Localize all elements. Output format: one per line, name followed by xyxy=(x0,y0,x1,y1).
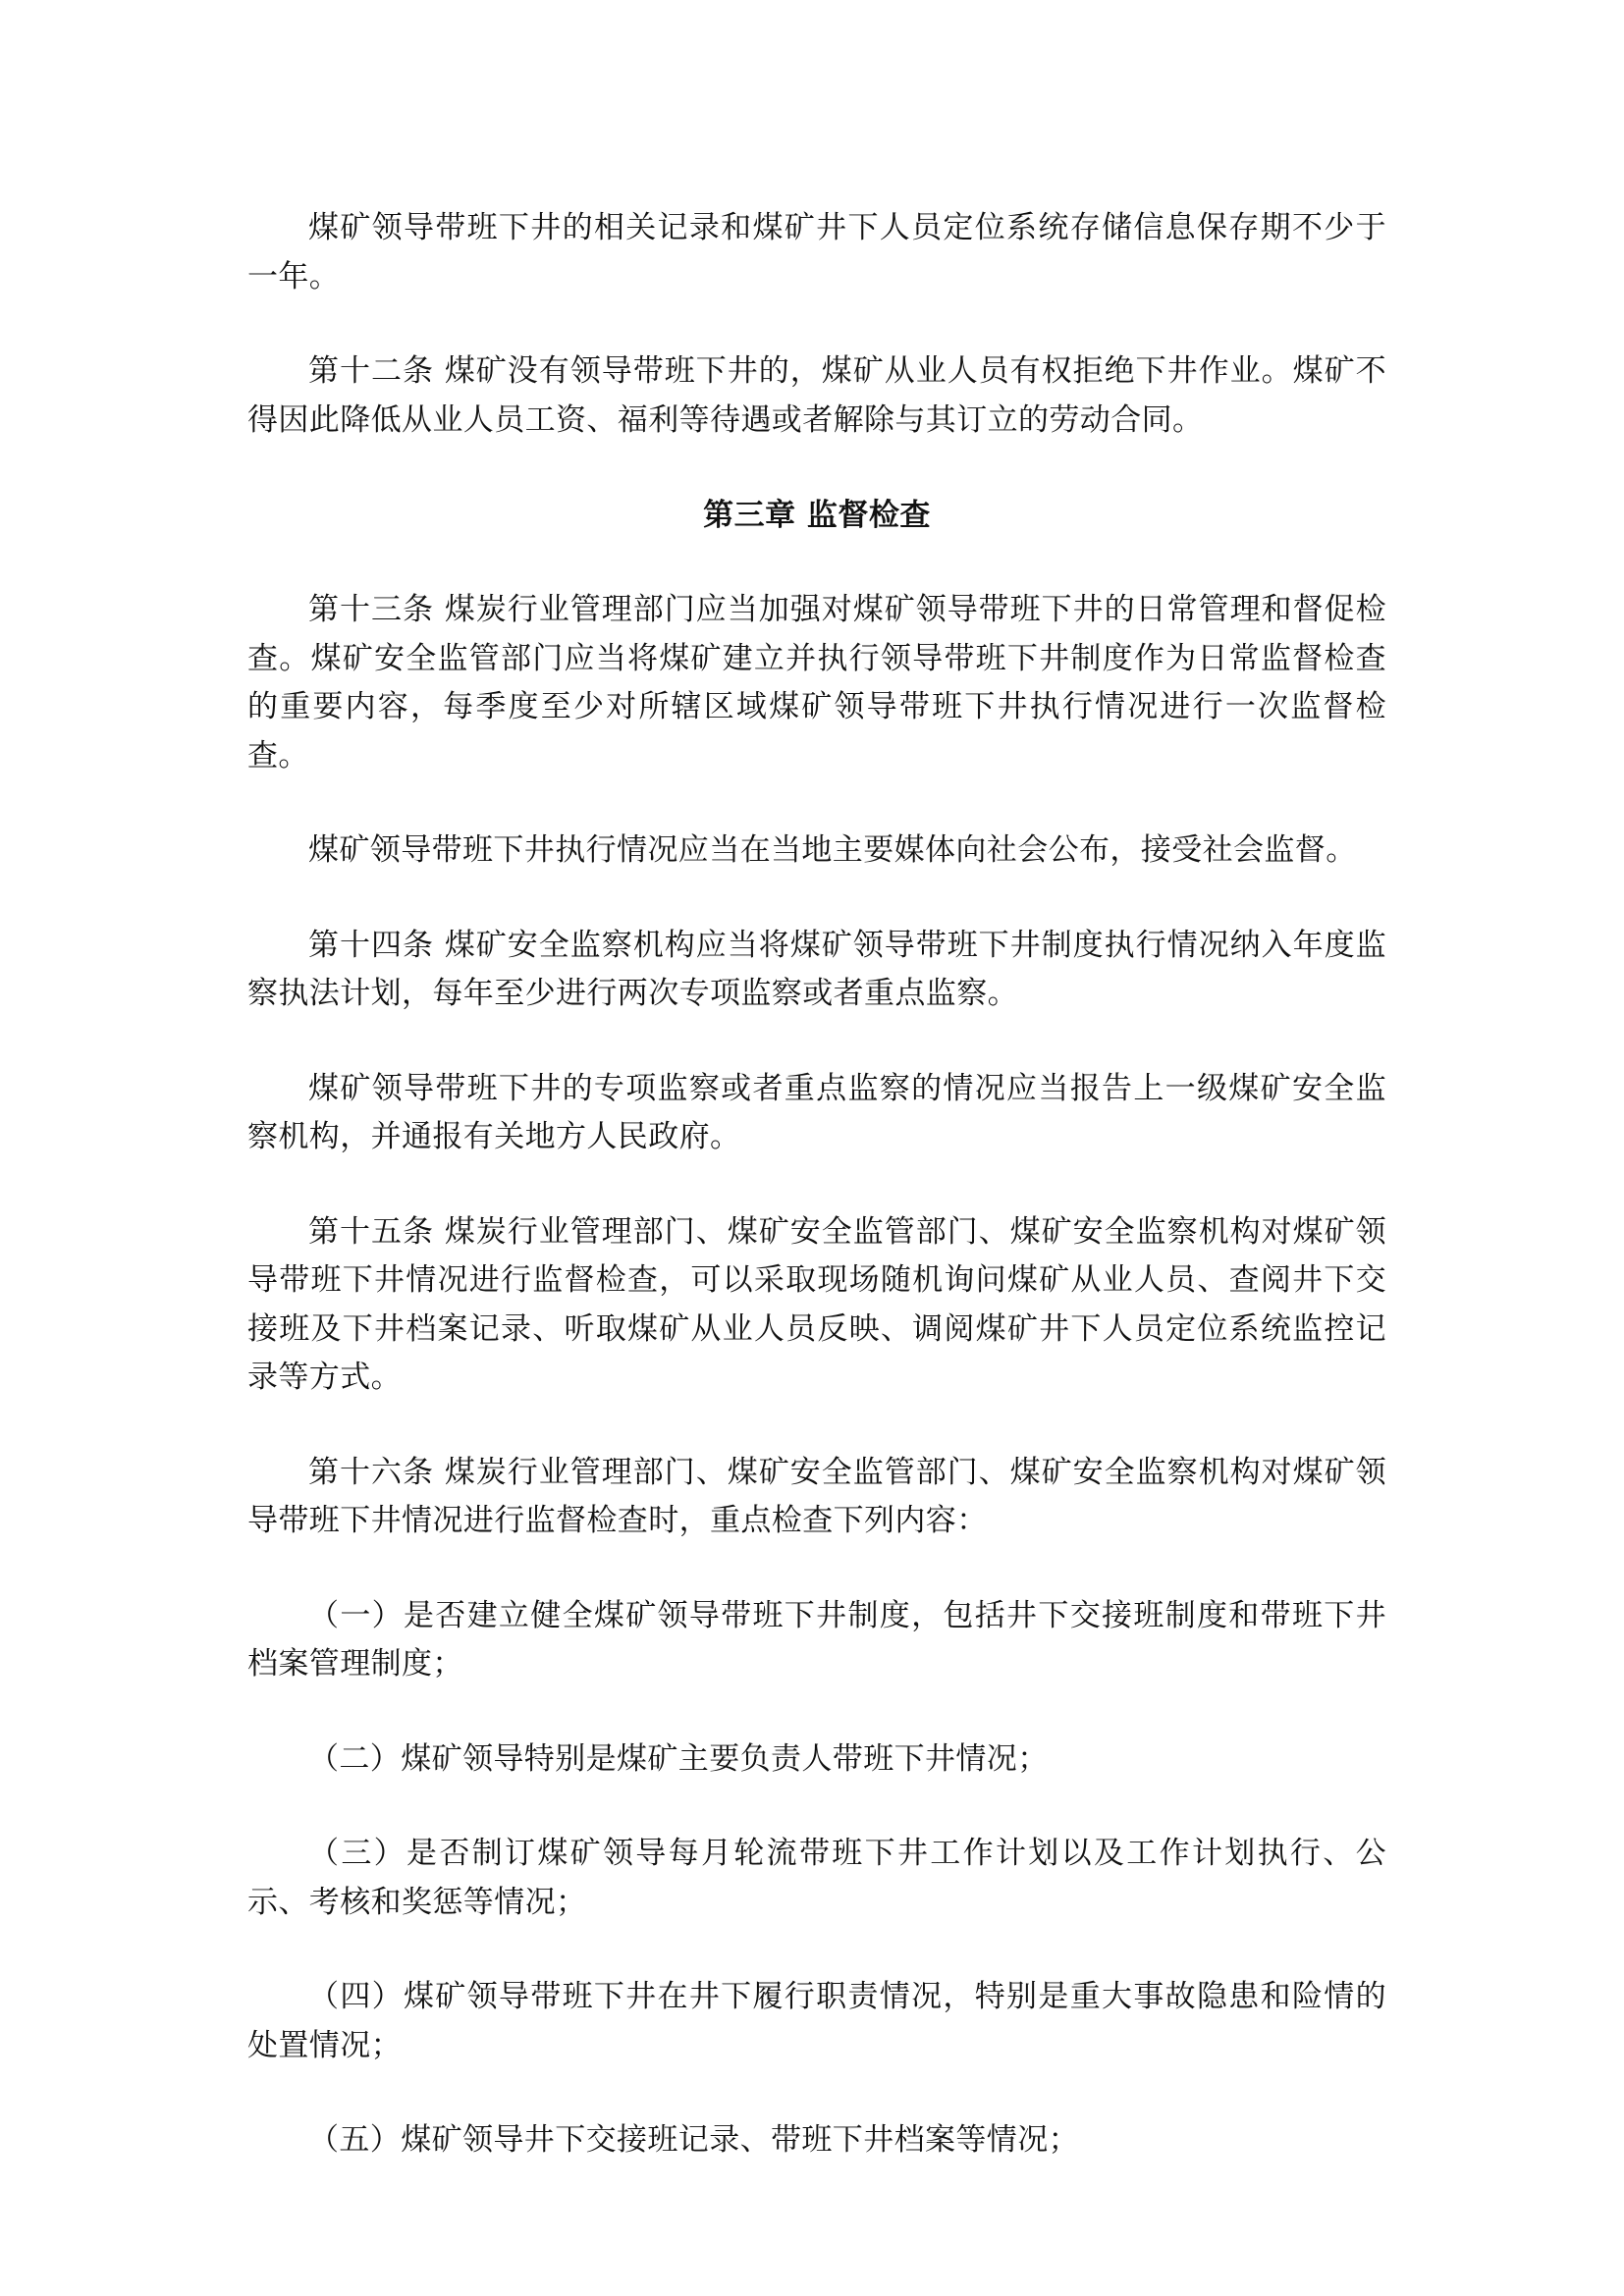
list-item-5: （五）煤矿领导井下交接班记录、带班下井档案等情况； xyxy=(308,2122,1079,2158)
paragraph-article-12: 第十二条 煤矿没有领导带班下井的，煤矿从业人员有权拒绝下井作业。煤矿不得因此降低从业人员工资、福利等待遇或者解除与其订立的劳动合同。 xyxy=(247,353,1386,438)
paragraph-public-disclosure: 煤矿领导带班下井执行情况应当在当地主要媒体向社会公布，接受社会监督。 xyxy=(308,832,1357,868)
paragraph-article-15: 第十五条 煤炭行业管理部门、煤矿安全监管部门、煤矿安全监察机构对煤矿领导带班下井情况进行监督检查，可以采取现场随机询问煤矿从业人员、查阅井下交接班及下井档案记录、听取煤矿从业人员反映、调阅煤矿井下人员定位系统监控记录等方式。 xyxy=(247,1213,1386,1395)
paragraph-article-14: 第十四条 煤矿安全监察机构应当将煤矿领导带班下井制度执行情况纳入年度监察执法计划，每年至少进行两次专项监察或者重点监察。 xyxy=(247,927,1386,1011)
list-item-2: （二）煤矿领导特别是煤矿主要负责人带班下井情况； xyxy=(308,1740,1049,1777)
list-item-1: （一）是否建立健全煤矿领导带班下井制度，包括井下交接班制度和带班下井档案管理制度； xyxy=(247,1597,1386,1682)
paragraph-inspection-report: 煤矿领导带班下井的专项监察或者重点监察的情况应当报告上一级煤矿安全监察机构，并通报有关地方人民政府。 xyxy=(247,1070,1386,1154)
paragraph-article-16: 第十六条 煤炭行业管理部门、煤矿安全监管部门、煤矿安全监察机构对煤矿领导带班下井情况进行监督检查时，重点检查下列内容： xyxy=(247,1454,1386,1538)
list-item-3: （三）是否制订煤矿领导每月轮流带班下井工作计划以及工作计划执行、公示、考核和奖惩等情况； xyxy=(247,1836,1386,1920)
paragraph-article-13: 第十三条 煤炭行业管理部门应当加强对煤矿领导带班下井的日常管理和督促检查。煤矿安全监管部门应当将煤矿建立并执行领导带班下井制度作为日常监督检查的重要内容，每季度至少对所辖区域煤矿领导带班下井执行情况进行一次监督检查。 xyxy=(247,592,1386,774)
chapter-heading: 第三章 监督检查 xyxy=(703,498,931,533)
list-item-4: （四）煤矿领导带班下井在井下履行职责情况，特别是重大事故隐患和险情的处置情况； xyxy=(247,1979,1386,2063)
paragraph-records-retention: 煤矿领导带班下井的相关记录和煤矿井下人员定位系统存储信息保存期不少于一年。 xyxy=(247,210,1386,294)
document-page xyxy=(247,204,1386,2212)
